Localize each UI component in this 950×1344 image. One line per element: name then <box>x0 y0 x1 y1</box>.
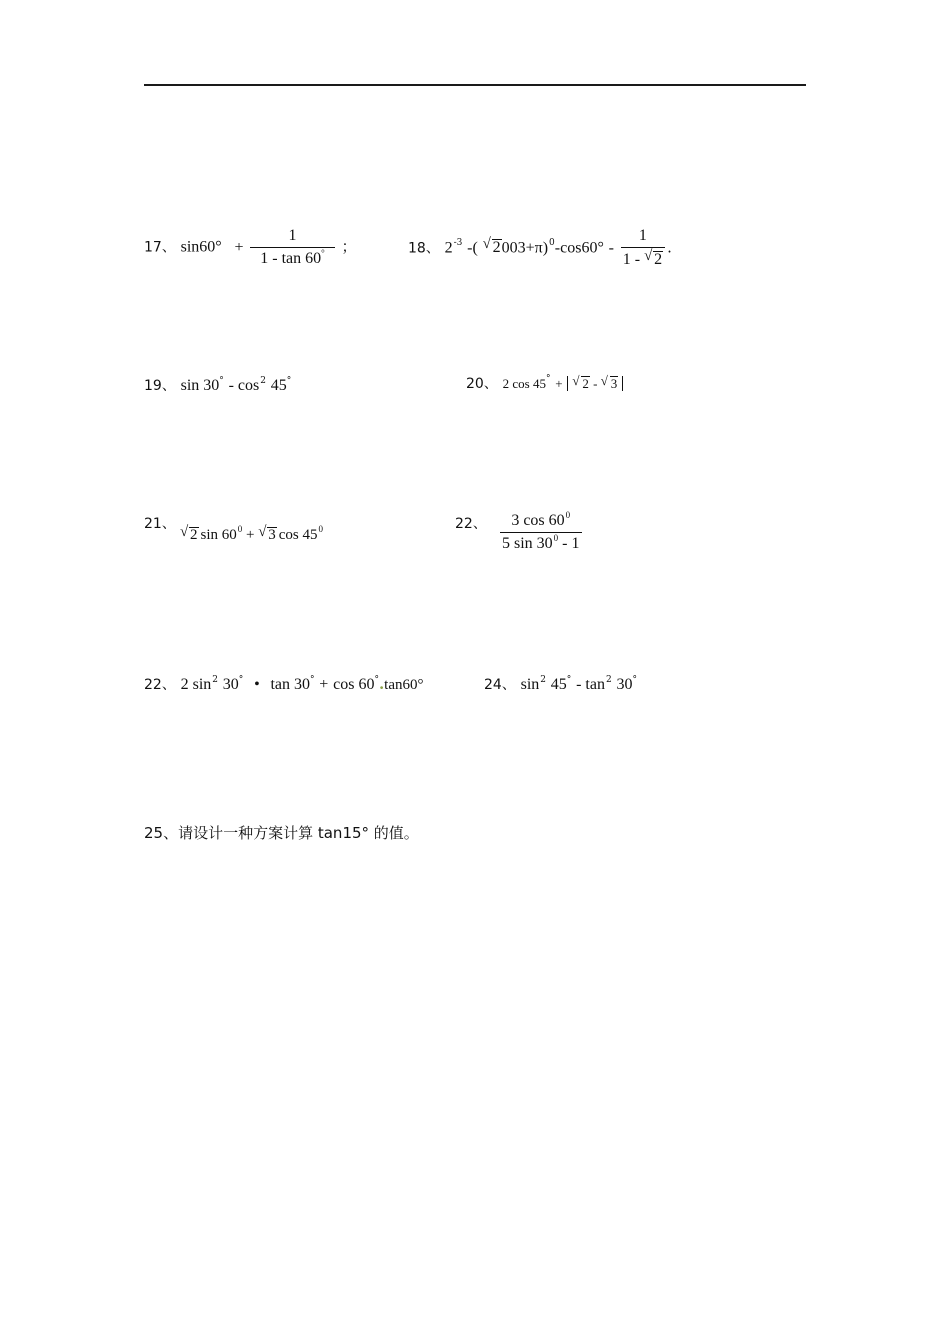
expr-part: sin <box>520 676 540 693</box>
expr-part: - cos <box>228 377 260 394</box>
expr-part: sin 30 <box>180 377 220 394</box>
degree-mark: ° <box>286 376 292 386</box>
den-part: tan <box>281 250 302 267</box>
numerator: 1 <box>288 227 297 244</box>
den-part: - 1 <box>562 535 580 552</box>
expr-part: 30 <box>616 676 633 693</box>
expr-part: -( <box>467 239 478 257</box>
degree-mark: ° <box>321 248 325 258</box>
problem-text: 请设计一种方案计算 tan15° 的值。 <box>178 824 419 842</box>
denominator <box>500 532 582 552</box>
exponent: 0 <box>318 524 323 534</box>
exponent: 0 <box>553 533 559 543</box>
degree-mark: ° <box>219 376 224 386</box>
problem-22-fraction-expression <box>498 510 584 552</box>
operator: - <box>593 376 598 391</box>
expr-part: 45 <box>270 377 287 394</box>
square-root: √ 3 <box>258 524 276 543</box>
exponent: 2 <box>212 675 219 685</box>
denominator <box>250 247 334 267</box>
header-rule <box>144 84 806 86</box>
num-part: 3 cos 60 <box>511 512 565 529</box>
square-root: √ 2 <box>572 373 589 391</box>
exponent: 0 <box>549 238 555 249</box>
exponent: 0 <box>565 510 571 520</box>
square-root: √ 2 <box>180 524 198 543</box>
radicand: 2 <box>582 376 589 391</box>
problem-number: 18、 <box>408 240 440 257</box>
expr-part: 45 <box>550 676 567 693</box>
radicand: 2 <box>190 527 198 543</box>
problem-number: 22、 <box>144 677 176 693</box>
expr-part: sin 60 <box>200 527 237 543</box>
problem-19 <box>144 378 291 394</box>
square-root: √ 3 <box>600 373 618 391</box>
problem-number: 22、 <box>455 516 487 532</box>
punctuation: ； <box>341 237 357 256</box>
expr-part: tan 30 <box>270 676 311 693</box>
operator: - <box>608 239 614 257</box>
degree-mark: ° <box>545 374 551 384</box>
den-part: 60 <box>305 250 322 267</box>
exponent: 0 <box>237 524 243 534</box>
exponent: 2 <box>605 675 612 685</box>
operator: + <box>555 376 563 391</box>
problem-24 <box>484 677 637 693</box>
expr-part: -cos60° <box>554 239 604 257</box>
operator: + <box>246 527 255 543</box>
problem-22-product <box>144 677 424 693</box>
punctuation: . <box>667 238 672 257</box>
square-root: √ 2 <box>482 236 501 257</box>
problem-18 <box>408 228 672 269</box>
expr-part: tan60° <box>384 677 424 693</box>
denominator <box>621 247 665 269</box>
problem-21-expression <box>180 524 323 544</box>
expr-part: 2 cos 45 <box>502 376 546 391</box>
radicand: 3 <box>610 376 618 391</box>
problem-20 <box>466 373 623 392</box>
radicand: 2 <box>654 251 663 268</box>
operator: • <box>254 676 260 693</box>
radicand: 3 <box>268 527 276 543</box>
expr-part: cos 45 <box>278 527 318 543</box>
problem-22-fraction <box>455 516 487 531</box>
dot-mark: . <box>378 675 385 693</box>
den-part: 5 sin 30 <box>502 535 553 552</box>
den-part: 1 - <box>260 250 278 267</box>
fraction <box>250 228 334 267</box>
exponent: 2 <box>540 675 547 685</box>
absolute-value <box>567 373 623 391</box>
expr-part: cos 60 <box>333 676 375 693</box>
expr-part: sin60° <box>180 238 222 256</box>
pi-symbol: π <box>534 239 543 257</box>
operator: + <box>234 238 244 256</box>
exponent: -3 <box>453 238 463 249</box>
square-root: √ 2 <box>644 248 663 268</box>
problem-25 <box>144 826 419 841</box>
problem-number: 19、 <box>144 378 176 394</box>
degree-mark: ° <box>566 675 572 685</box>
problem-number: 20、 <box>466 376 498 392</box>
exponent: 2 <box>260 376 266 386</box>
problem-number: 17、 <box>144 239 176 256</box>
fraction <box>621 228 665 269</box>
problem-21 <box>144 516 176 531</box>
problem-17 <box>144 228 357 267</box>
degree-mark: ° <box>238 675 244 685</box>
expr-part: ) <box>542 239 549 257</box>
operator: + <box>319 676 329 693</box>
numerator: 1 <box>638 227 647 244</box>
expr-part: 2 sin <box>180 676 212 693</box>
expr-part: 30 <box>222 676 239 693</box>
fraction <box>500 510 582 552</box>
radicand: 2 <box>492 239 501 257</box>
expr-part: 2 <box>444 239 453 257</box>
numerator <box>501 510 580 532</box>
expr-part: 003+ <box>501 239 535 257</box>
problem-number: 21、 <box>144 516 176 532</box>
expr-part: - tan <box>576 676 605 693</box>
problem-number: 25、 <box>144 824 179 842</box>
degree-mark: ° <box>310 675 315 685</box>
degree-mark: ° <box>374 675 379 685</box>
den-part: 1 - <box>622 251 641 268</box>
degree-mark: ° <box>632 675 637 685</box>
problem-number: 24、 <box>484 677 516 693</box>
